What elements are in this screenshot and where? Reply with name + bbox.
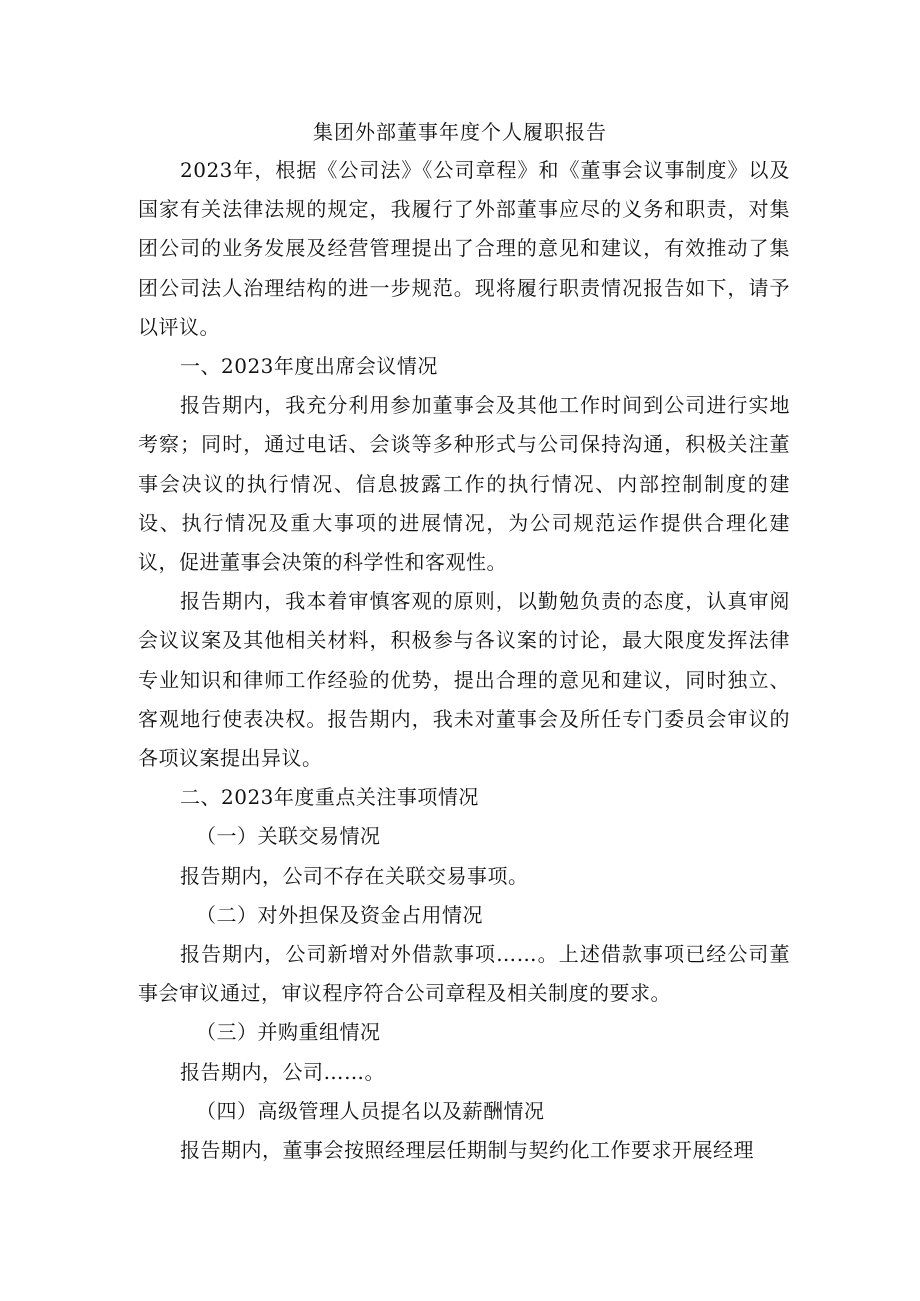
subsection-heading: （一）关联交易情况 <box>196 824 381 849</box>
section-heading-1: 一、2023年度出席会议情况 <box>180 354 438 379</box>
section-heading-2: 二、2023年度重点关注事项情况 <box>180 785 479 810</box>
paragraph-intro: 2023年，根据《公司法》《公司章程》和《董事会议事制度》以及国家有关法律法规的规定，我履行了外部董事应尽的义务和职责，对集团公司的业务发展及经营管理提出了合理的意见和建议，有效推动了集团公司法人治理结构的进一步规范。现将履行职责情况报告如下，请予以评议。 <box>138 158 790 339</box>
subsection-heading: （二）对外担保及资金占用情况 <box>196 902 483 927</box>
document-title: 集团外部董事年度个人履职报告 <box>313 120 607 144</box>
subsection-heading: （四）高级管理人员提名以及薪酬情况 <box>196 1098 545 1123</box>
paragraph: 报告期内，公司……。 <box>180 1059 385 1084</box>
paragraph: 报告期内，公司不存在关联交易事项。 <box>180 863 529 888</box>
paragraph: 报告期内，公司新增对外借款事项……。上述借款事项已经公司董事会审议通过，审议程序符合公司章程及相关制度的要求。 <box>138 942 790 1006</box>
subsection-heading: （三）并购重组情况 <box>196 1020 381 1045</box>
paragraph: 报告期内，我本着审慎客观的原则，以勤勉负责的态度，认真审阅会议议案及其他相关材料，积极参与各议案的讨论，最大限度发挥法律专业知识和律师工作经验的优势，提出合理的意见和建议，同时独立、客观地行使表决权。报告期内，我未对董事会及所任专门委员会审议的各项议案提出异议。 <box>138 589 790 771</box>
document-body <box>138 151 790 1170</box>
paragraph: 报告期内，董事会按照经理层任期制与契约化工作要求开展经理 <box>180 1138 754 1163</box>
paragraph: 报告期内，我充分利用参加董事会及其他工作时间到公司进行实地考察；同时，通过电话、会谈等多种形式与公司保持沟通，积极关注董事会决议的执行情况、信息披露工作的执行情况、内部控制制度的建设、执行情况及重大事项的进展情况，为公司规范运作提供合理化建议，促进董事会决策的科学性和客观性。 <box>138 393 790 575</box>
